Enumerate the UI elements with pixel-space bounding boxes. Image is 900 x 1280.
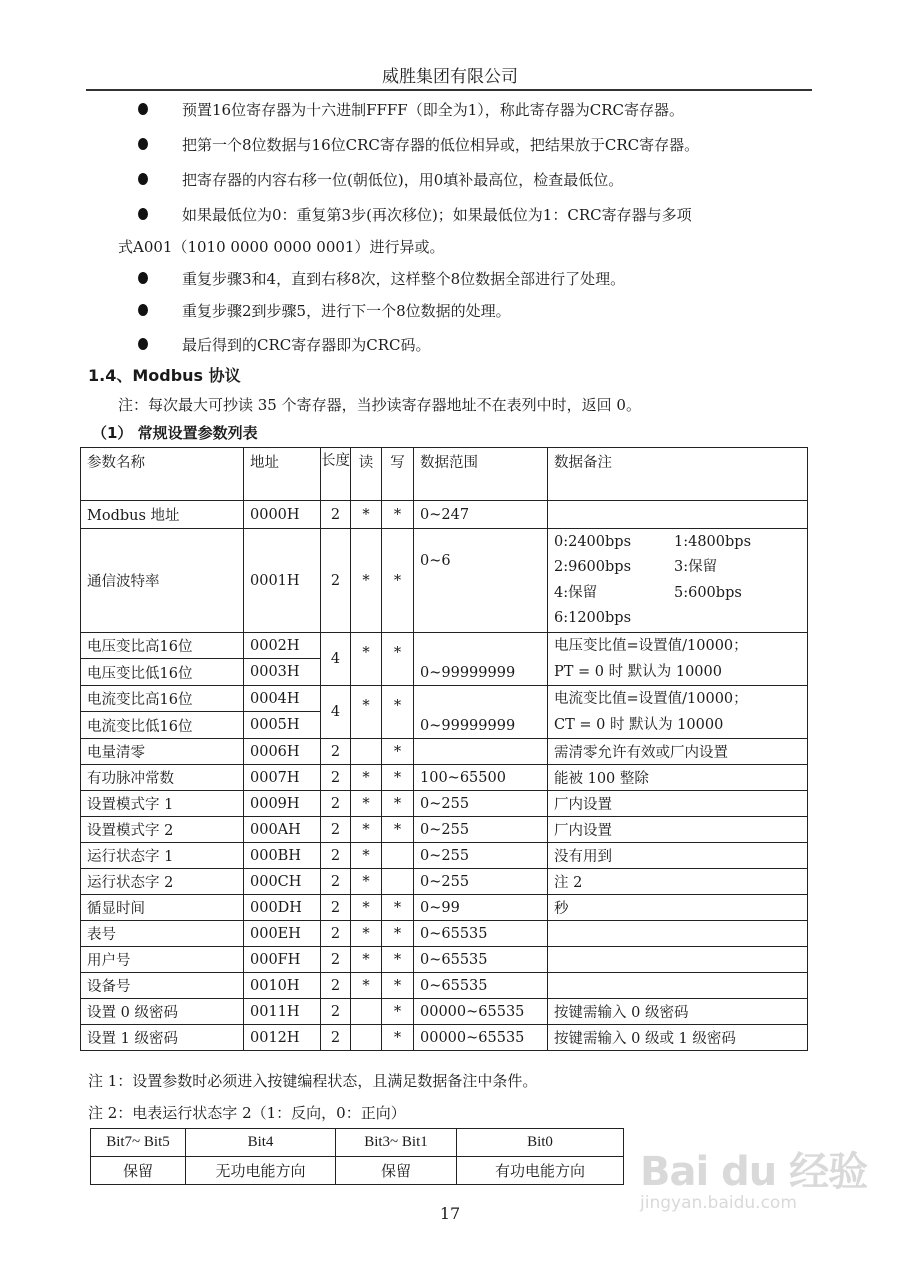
section-heading: 1.4、Modbus 协议 <box>88 366 241 385</box>
bullet-icon <box>138 304 148 316</box>
header-read: 读 <box>351 448 382 501</box>
table-row: 循显时间 000DH 2 * * 0~99 秒 <box>81 895 808 921</box>
table-row: 设置模式字 1 0009H 2 * * 0~255 厂内设置 <box>81 791 808 817</box>
header-len: 长度 <box>321 448 351 501</box>
baidu-logo-icon: Bai du 经验 <box>640 1149 868 1195</box>
table-row: 通信波特率 0001H 2 * * 0~6 0:2400bps 1:4800bps 2:9600bps 3:保留 4:保留 5:600bps 6:1200bps <box>81 529 808 633</box>
table-row: 设置模式字 2 000AH 2 * * 0~255 厂内设置 <box>81 817 808 843</box>
table-row: 设置 0 级密码 0011H 2 * 00000~65535 按键需输入 0 级密码 <box>81 999 808 1025</box>
table-row: 设备号 0010H 2 * * 0~65535 <box>81 973 808 999</box>
footnote-2: 注 2：电表运行状态字 2（1：反向，0：正向） <box>88 1104 406 1122</box>
bits-value-row: 保留 无功电能方向 保留 有功电能方向 <box>91 1157 624 1185</box>
table-row: 电压变比高16位 0002H 4 * * 0~99999999 电压变比值=设置值/10000； PT = 0 时 默认为 10000 <box>81 633 808 659</box>
bullet-icon <box>138 338 148 350</box>
baidu-watermark <box>640 1140 867 1213</box>
bullet-icon <box>138 208 148 220</box>
table-row: 设置 1 级密码 0012H 2 * 00000~65535 按键需输入 0 级或 1 级密码 <box>81 1025 808 1051</box>
table-row: 电压变比低16位 0003H <box>81 659 808 686</box>
table-row: 电流变比高16位 0004H 4 * * 0~99999999 电流变比值=设置值/10000； CT = 0 时 默认为 10000 <box>81 686 808 712</box>
table-row: 有功脉冲常数 0007H 2 * * 100~65500 能被 100 整除 <box>81 765 808 791</box>
table-row: 运行状态字 1 000BH 2 * 0~255 没有用到 <box>81 843 808 869</box>
header-name: 参数名称 <box>81 448 244 501</box>
header-rule <box>86 89 812 91</box>
watermark-url: jingyan.baidu.com <box>640 1193 797 1213</box>
bullet-icon <box>138 103 148 115</box>
params-table <box>80 447 808 1051</box>
page-number: 17 <box>439 1204 461 1223</box>
header-write: 写 <box>382 448 414 501</box>
bits-header-row: Bit7~ Bit5 Bit4 Bit3~ Bit1 Bit0 <box>91 1129 624 1157</box>
bullet-icon <box>138 138 148 150</box>
status-bits-table <box>90 1128 624 1185</box>
crc-step-4-continuation: 式A001（1010 0000 0000 0001）进行异或。 <box>118 238 445 256</box>
page-header-company: 威胜集团有限公司 <box>382 67 518 87</box>
section-note: 注：每次最大可抄读 35 个寄存器，当抄读寄存器地址不在表列中时，返回 0。 <box>118 396 641 414</box>
footnote-1: 注 1：设置参数时必须进入按键编程状态，且满足数据备注中条件。 <box>88 1072 538 1090</box>
bullet-icon <box>138 272 148 284</box>
header-range: 数据范围 <box>414 448 548 501</box>
table-row: 运行状态字 2 000CH 2 * 0~255 注 2 <box>81 869 808 895</box>
baud-rate-options: 0:2400bps 1:4800bps 2:9600bps 3:保留 4:保留 5:600bps 6:1200bps <box>548 529 808 633</box>
table-subheading: （1） 常规设置参数列表 <box>92 424 258 442</box>
table-header-row <box>81 448 808 501</box>
bullet-icon <box>138 173 148 185</box>
header-remark: 数据备注 <box>548 448 808 501</box>
table-row: 用户号 000FH 2 * * 0~65535 <box>81 947 808 973</box>
table-row: 电流变比低16位 0005H <box>81 712 808 739</box>
table-row: 电量清零 0006H 2 * 需清零允许有效或厂内设置 <box>81 739 808 765</box>
table-row: Modbus 地址 0000H 2 * * 0~247 <box>81 501 808 529</box>
header-addr: 地址 <box>244 448 321 501</box>
table-row: 表号 000EH 2 * * 0~65535 <box>81 921 808 947</box>
